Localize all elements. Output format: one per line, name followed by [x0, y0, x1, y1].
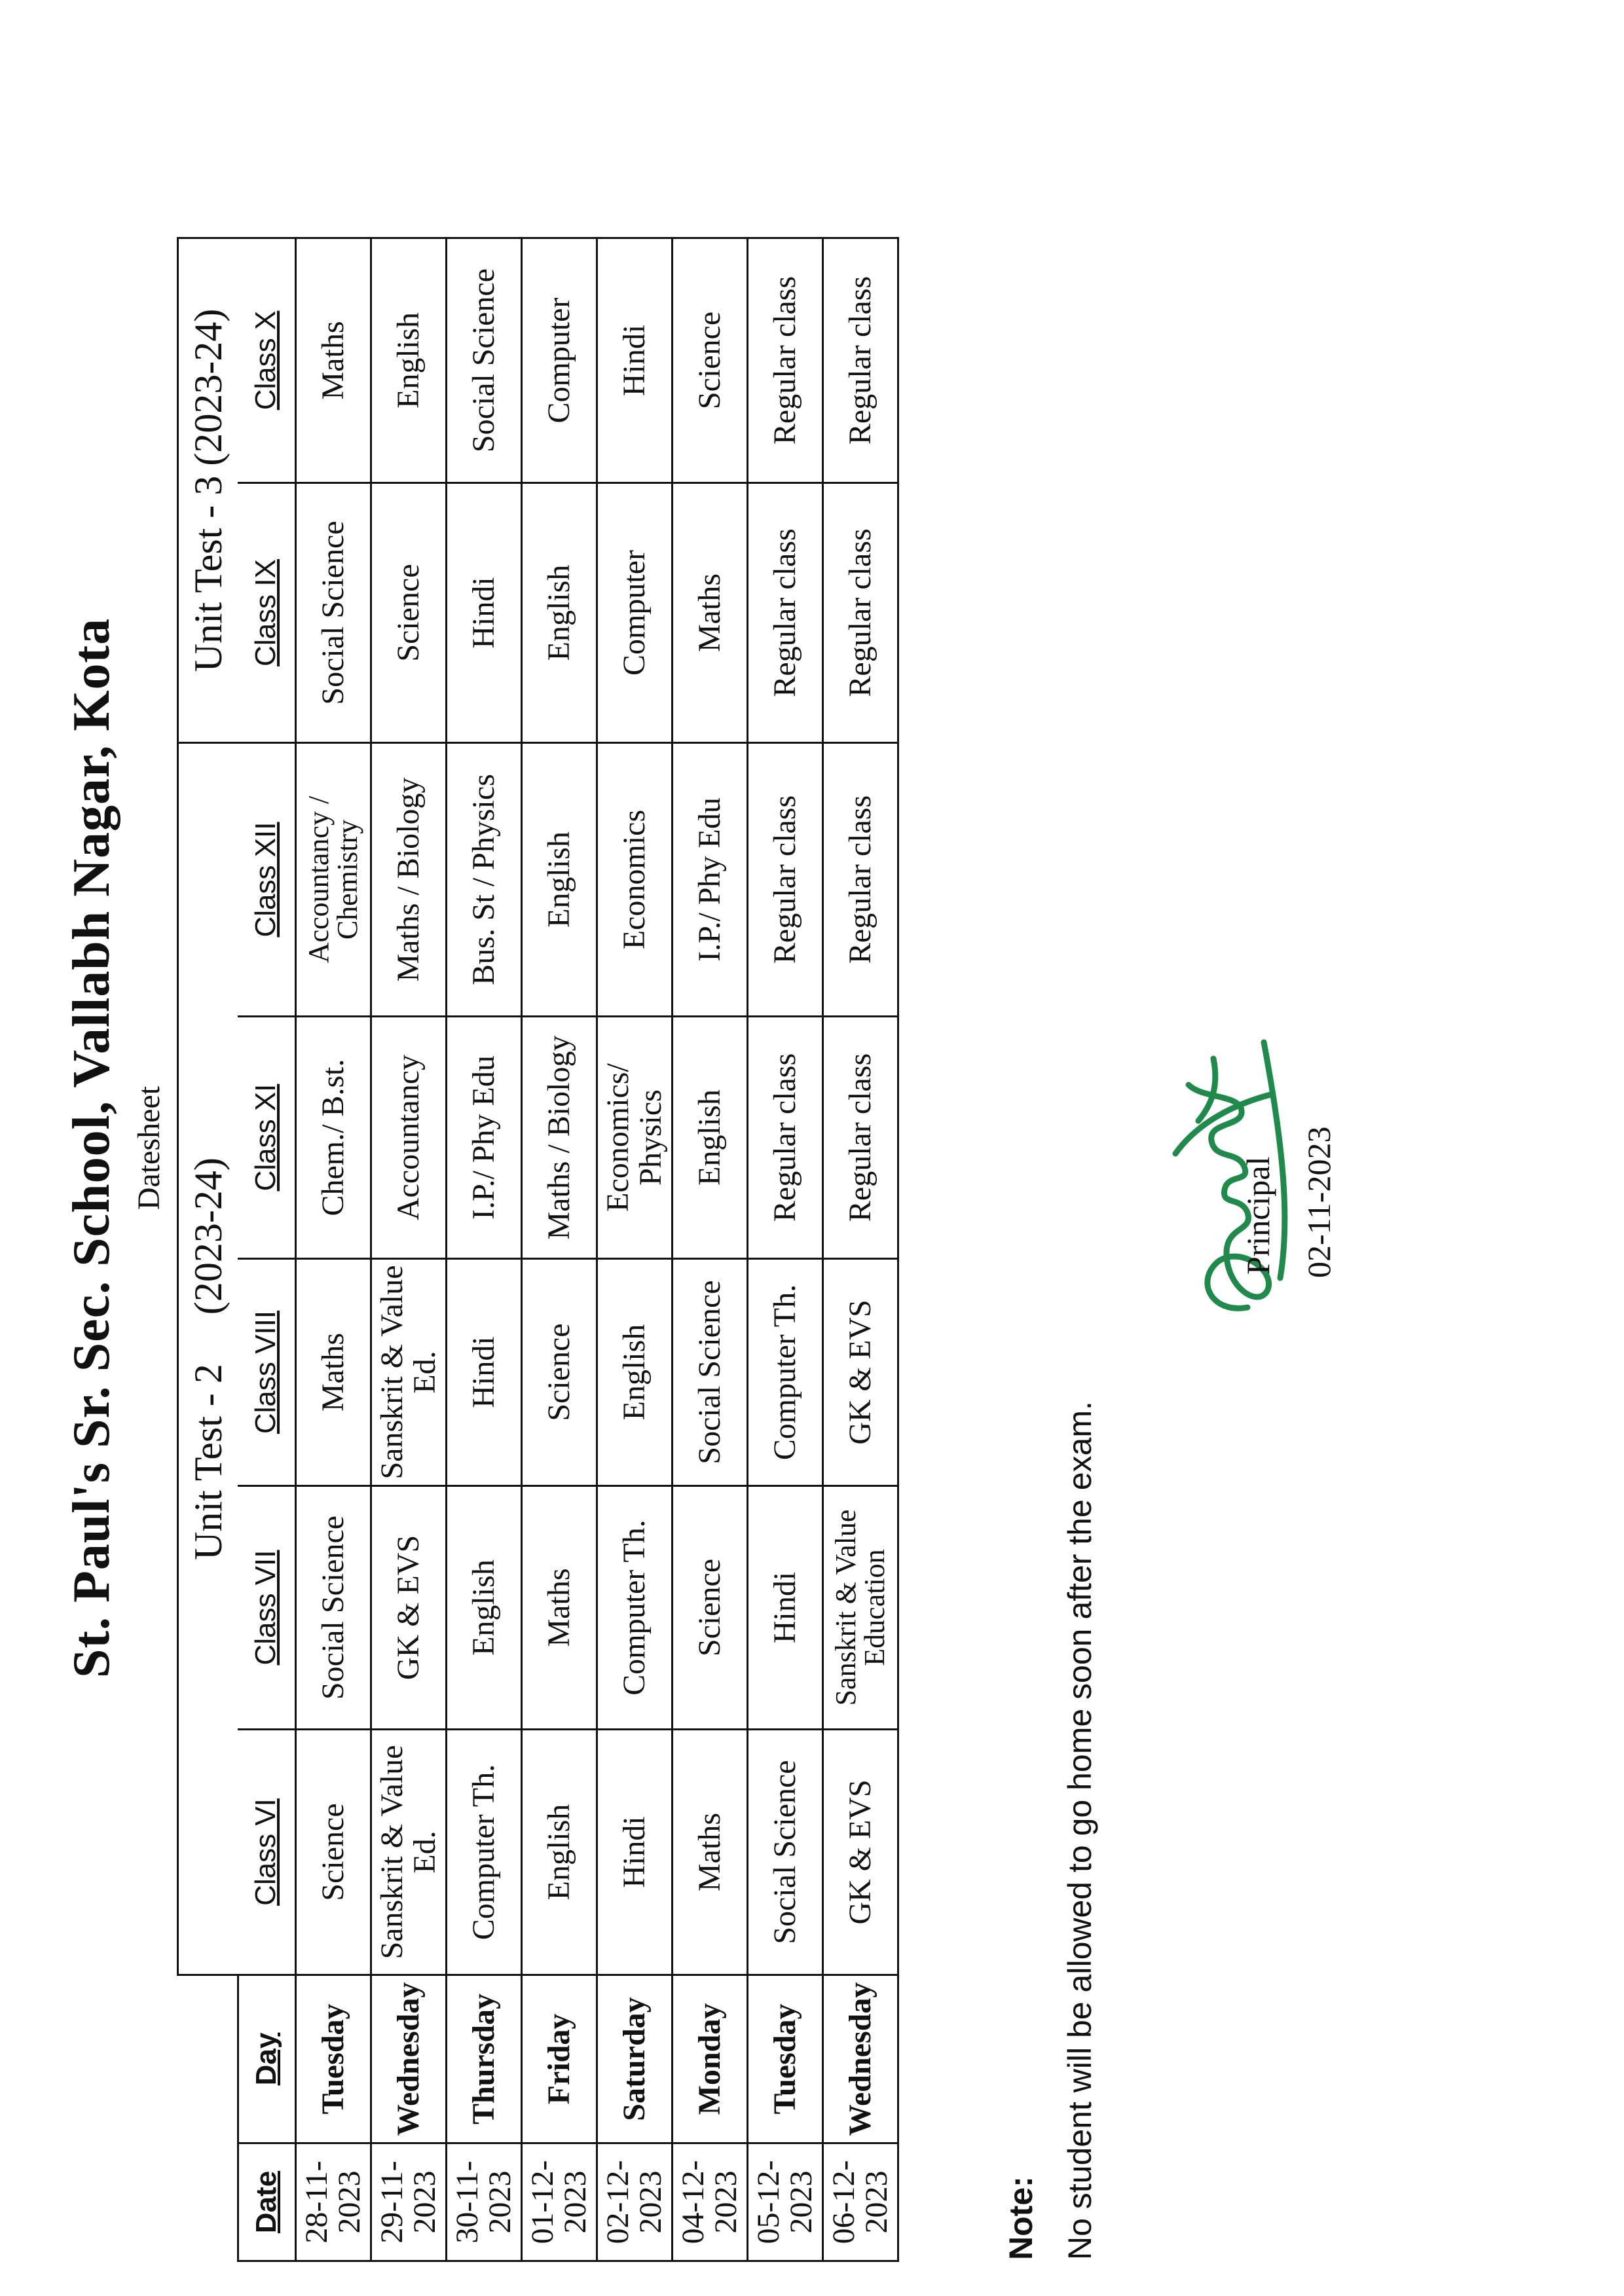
cell-class-vi: Science — [295, 1730, 371, 1975]
table-row — [672, 238, 747, 2261]
cell-class-ix: Hindi — [446, 483, 521, 743]
cell-class-viii: GK & EVS — [822, 1259, 898, 1486]
cell-class-vii: Computer Th. — [597, 1486, 672, 1730]
cell-class-viii: Maths — [295, 1259, 371, 1486]
cell-class-vi: Hindi — [597, 1730, 672, 1975]
col-header-day: Day — [238, 1975, 295, 2143]
cell-class-xi: Chem./ B.st. — [295, 1017, 371, 1259]
cell-class-ix: Social Science — [295, 483, 371, 743]
cell-day: Tuesday — [295, 1975, 371, 2143]
cell-class-ix: Computer — [597, 483, 672, 743]
cell-class-viii: Sanskrit & Value Ed. — [371, 1259, 446, 1486]
cell-class-xi: I.P./ Phy Edu — [446, 1017, 521, 1259]
cell-class-xii: Regular class — [822, 743, 898, 1017]
cell-class-xi: Regular class — [747, 1017, 822, 1259]
cell-class-x: Maths — [295, 238, 371, 483]
cell-class-vii: Social Science — [295, 1486, 371, 1730]
cell-day: Friday — [521, 1975, 597, 2143]
cell-day: Wednesday — [822, 1975, 898, 2143]
col-header-class-x: Class X — [238, 238, 295, 483]
cell-day: Monday — [672, 1975, 747, 2143]
table-row — [597, 238, 672, 2261]
column-header-row — [238, 238, 295, 2261]
cell-class-vi: Sanskrit & Value Ed. — [371, 1730, 446, 1975]
cell-class-viii: Social Science — [672, 1259, 747, 1486]
group-header-row — [178, 238, 238, 2261]
cell-class-vi: Social Science — [747, 1730, 822, 1975]
col-header-class-xii: Class XII — [238, 743, 295, 1017]
cell-class-x: English — [371, 238, 446, 483]
cell-day: Tuesday — [747, 1975, 822, 2143]
note-label: Note: — [1003, 2176, 1039, 2260]
table-row — [446, 238, 521, 2261]
signature-date: 02-11-2023 — [1301, 1126, 1337, 1278]
cell-class-viii: Science — [521, 1259, 597, 1486]
cell-date: 05-12-2023 — [747, 2143, 822, 2261]
cell-class-viii: Hindi — [446, 1259, 521, 1486]
cell-date: 28-11-2023 — [295, 2143, 371, 2261]
cell-class-ix: Regular class — [747, 483, 822, 743]
col-header-date: Date — [238, 2143, 295, 2261]
cell-date: 04-12-2023 — [672, 2143, 747, 2261]
cell-class-xii: Regular class — [747, 743, 822, 1017]
cell-class-viii: Computer Th. — [747, 1259, 822, 1486]
cell-date: 02-12-2023 — [597, 2143, 672, 2261]
cell-class-x: Science — [672, 238, 747, 483]
cell-date: 01-12-2023 — [521, 2143, 597, 2261]
cell-date: 06-12-2023 — [822, 2143, 898, 2261]
table-row — [747, 238, 822, 2261]
cell-class-viii: English — [597, 1259, 672, 1486]
cell-class-xii: English — [521, 743, 597, 1017]
table-row — [521, 238, 597, 2261]
cell-class-x: Regular class — [822, 238, 898, 483]
cell-class-vii: GK & EVS — [371, 1486, 446, 1730]
cell-date: 30-11-2023 — [446, 2143, 521, 2261]
cell-class-xii: Accountancy / Chemistry — [295, 743, 371, 1017]
cell-class-xi: Economics/ Physics — [597, 1017, 672, 1259]
school-title: St. Paul's Sr. Sec. School, Vallabh Nagar, Kota — [63, 617, 120, 1679]
cell-class-vi: Computer Th. — [446, 1730, 521, 1975]
cell-class-vi: English — [521, 1730, 597, 1975]
cell-day: Thursday — [446, 1975, 521, 2143]
cell-class-x: Regular class — [747, 238, 822, 483]
cell-class-xii: Economics — [597, 743, 672, 1017]
cell-class-x: Computer — [521, 238, 597, 483]
cell-class-xii: I.P./ Phy Edu — [672, 743, 747, 1017]
datesheet-subtitle: Datesheet — [132, 1085, 166, 1211]
note-text: No student will be allowed to go home soon after the exam. — [1061, 1401, 1098, 2260]
cell-class-vii: Maths — [521, 1486, 597, 1730]
cell-class-vii: Hindi — [747, 1486, 822, 1730]
datesheet-table — [177, 237, 899, 2262]
unit-test-2-header: Unit Test - 2 (2023-24) — [178, 743, 238, 1975]
cell-class-xii: Bus. St / Physics — [446, 743, 521, 1017]
cell-class-ix: English — [521, 483, 597, 743]
cell-day: Wednesday — [371, 1975, 446, 2143]
col-header-class-xi: Class XI — [238, 1017, 295, 1259]
col-header-class-ix: Class IX — [238, 483, 295, 743]
group-header-blank — [178, 1975, 238, 2261]
cell-class-vii: Sanskrit & Value Education — [822, 1486, 898, 1730]
principal-signature — [1149, 1029, 1300, 1317]
principal-title: Principal — [1240, 1156, 1276, 1275]
cell-class-xi: English — [672, 1017, 747, 1259]
cell-class-x: Social Science — [446, 238, 521, 483]
table-row — [822, 238, 898, 2261]
cell-class-xi: Maths / Biology — [521, 1017, 597, 1259]
unit-test-3-header: Unit Test - 3 (2023-24) — [178, 238, 238, 743]
table-row — [295, 238, 371, 2261]
cell-date: 29-11-2023 — [371, 2143, 446, 2261]
cell-class-vii: English — [446, 1486, 521, 1730]
col-header-class-vi: Class VI — [238, 1730, 295, 1975]
cell-class-ix: Maths — [672, 483, 747, 743]
col-header-class-viii: Class VIII — [238, 1259, 295, 1486]
cell-class-xii: Maths / Biology — [371, 743, 446, 1017]
cell-class-xi: Regular class — [822, 1017, 898, 1259]
col-header-class-vii: Class VII — [238, 1486, 295, 1730]
cell-day: Saturday — [597, 1975, 672, 2143]
cell-class-ix: Regular class — [822, 483, 898, 743]
cell-class-xi: Accountancy — [371, 1017, 446, 1259]
cell-class-ix: Science — [371, 483, 446, 743]
cell-class-vi: Maths — [672, 1730, 747, 1975]
cell-class-vii: Science — [672, 1486, 747, 1730]
cell-class-vi: GK & EVS — [822, 1730, 898, 1975]
cell-class-x: Hindi — [597, 238, 672, 483]
table-row — [371, 238, 446, 2261]
